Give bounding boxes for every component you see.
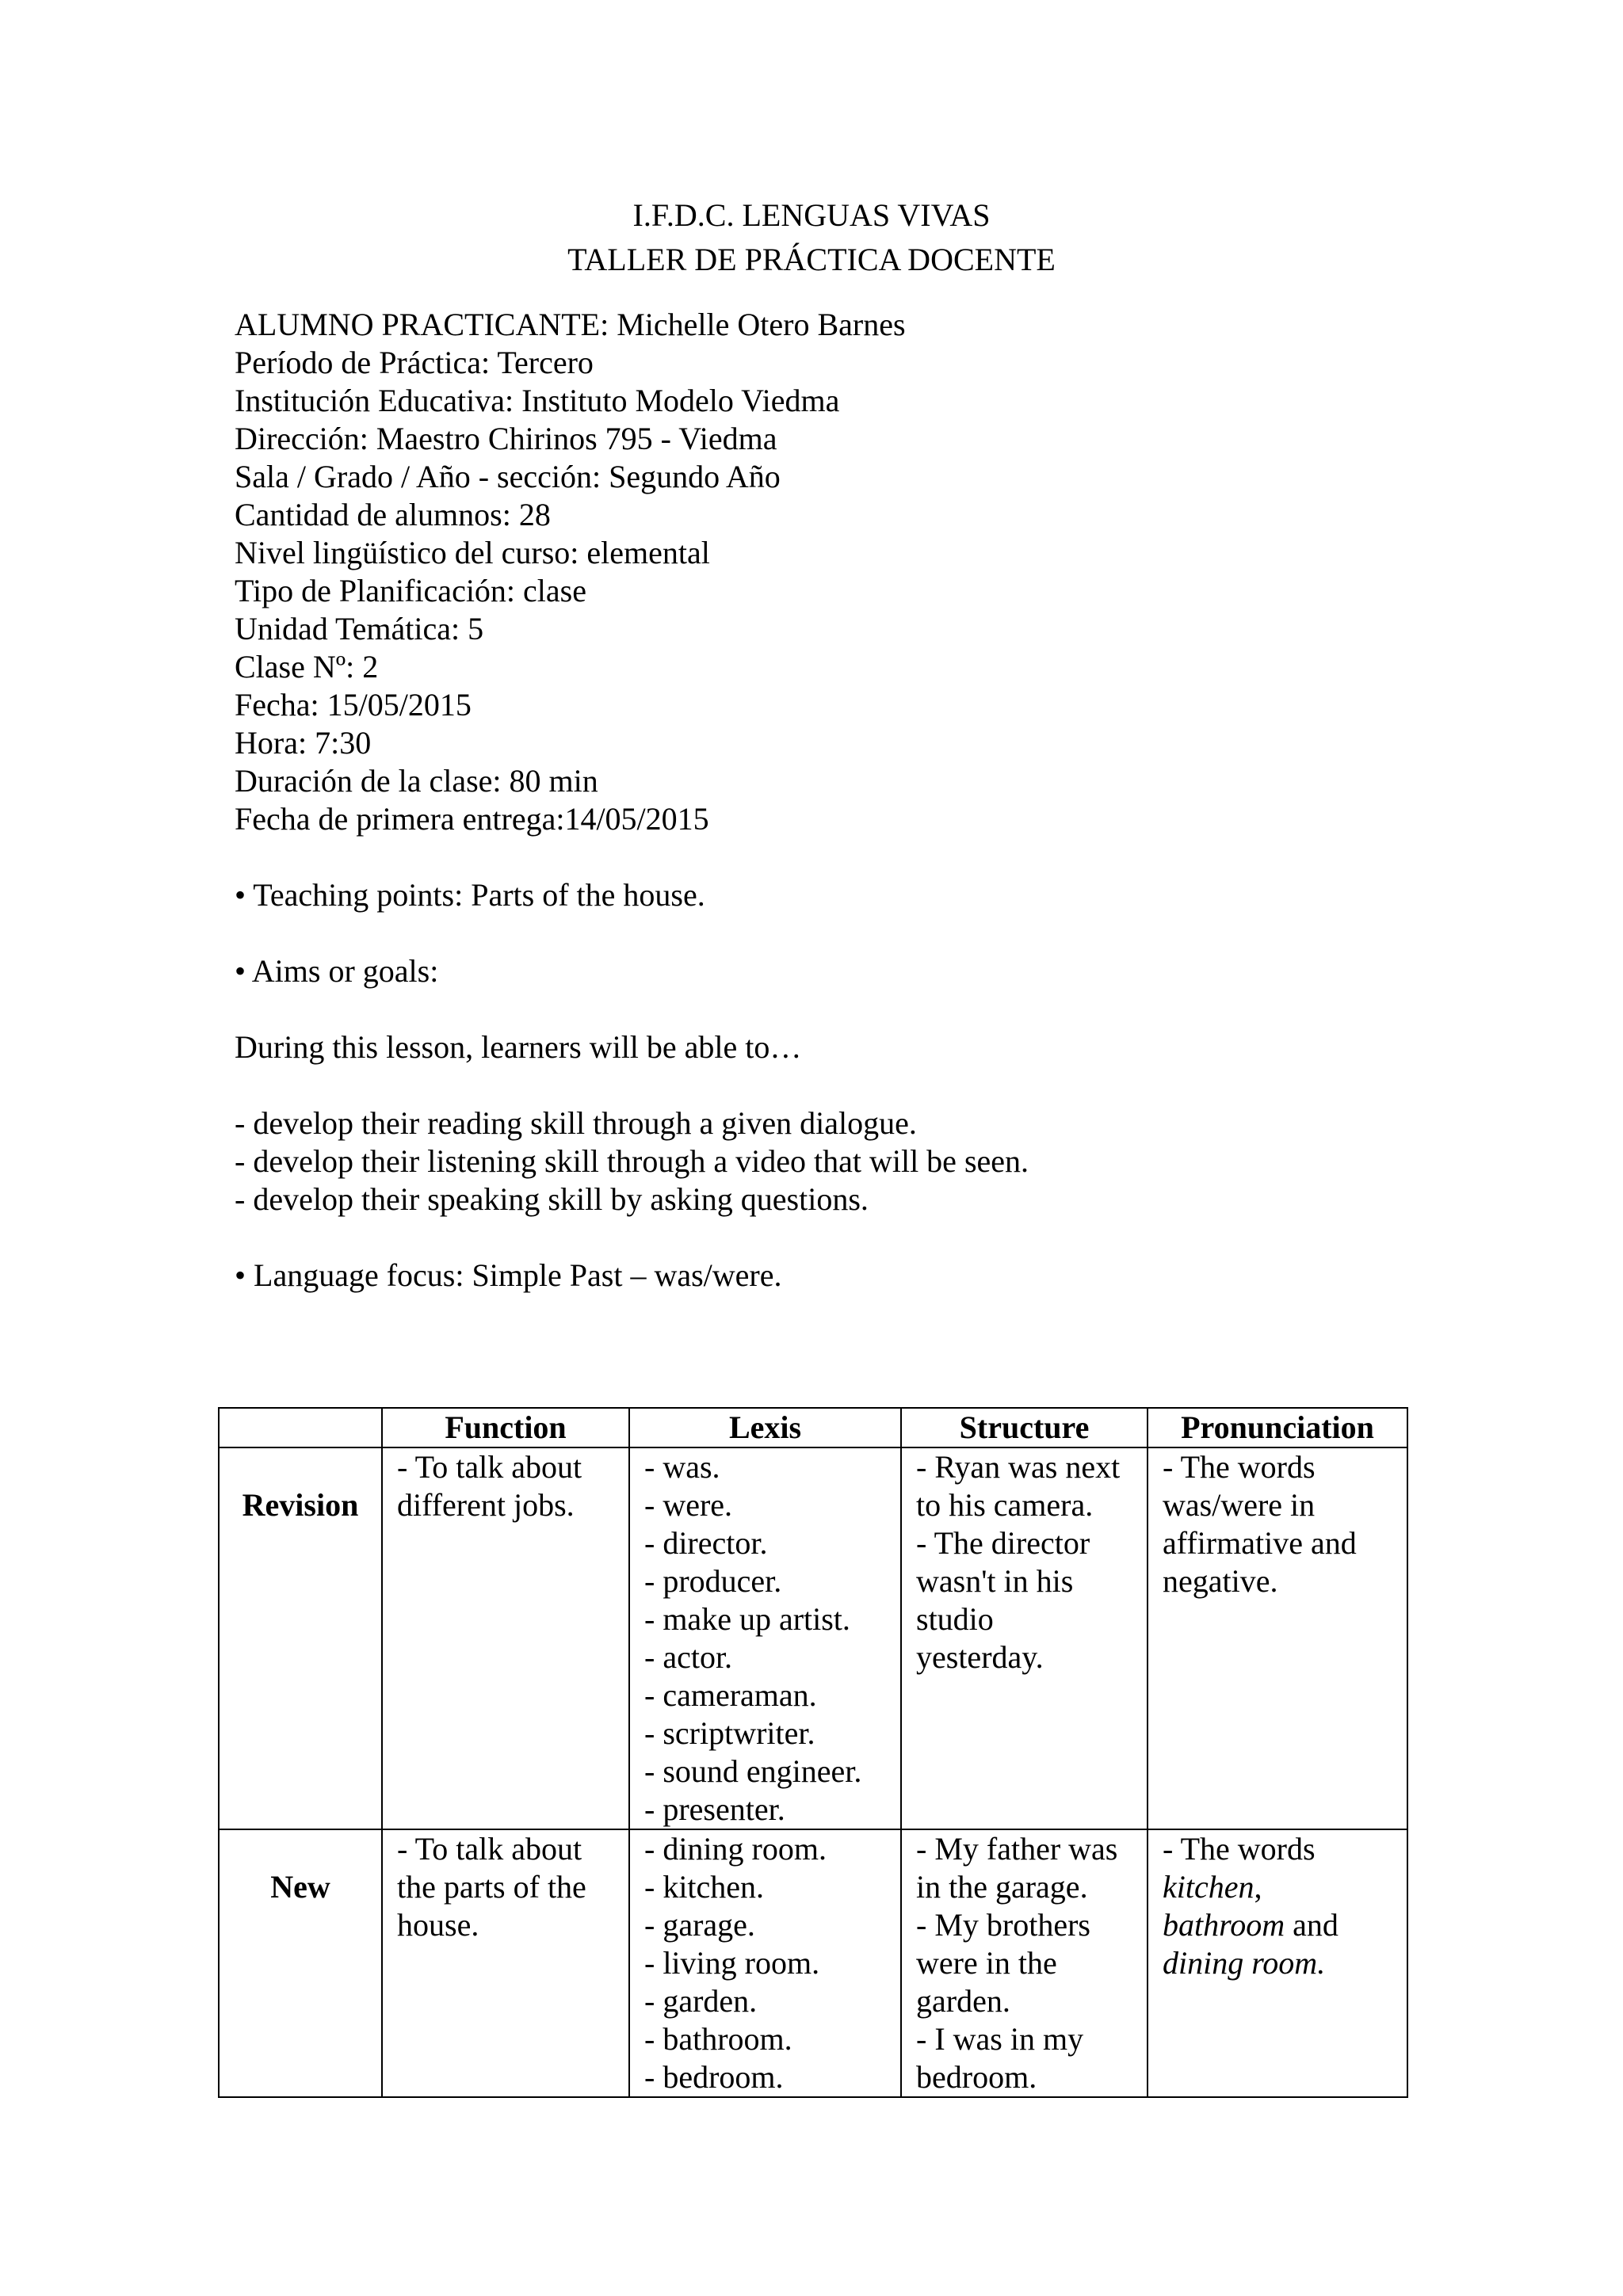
cell-line: wasn't in his: [916, 1563, 1074, 1599]
cell-line: - director.: [644, 1525, 768, 1561]
cell-line: - My father was: [916, 1831, 1118, 1867]
cell-line: bedroom.: [916, 2059, 1037, 2095]
header-structure: Structure: [901, 1408, 1148, 1447]
cell-line: - garage.: [644, 1907, 755, 1943]
cell-line: - cameraman.: [644, 1677, 817, 1713]
new-lexis-cell: [629, 1829, 901, 2097]
cell-line: - was.: [644, 1449, 720, 1485]
revision-structure-cell: [901, 1447, 1148, 1829]
cell-line: - The words: [1163, 1831, 1316, 1867]
cell-line: - The words: [1163, 1449, 1316, 1485]
document-header: [0, 193, 1623, 282]
aims-heading: • Aims or goals:: [235, 953, 439, 989]
aim-item: - develop their speaking skill by asking questions.: [235, 1181, 869, 1217]
cell-line: was/were in: [1163, 1487, 1316, 1523]
cell-line: - My brothers: [916, 1907, 1090, 1943]
institution-title: I.F.D.C. LENGUAS VIVAS: [632, 197, 991, 233]
cell-line: - Ryan was next: [916, 1449, 1121, 1485]
cell-line: negative.: [1163, 1563, 1278, 1599]
cell-line: garden.: [916, 1983, 1010, 2019]
language-focus: • Language focus: Simple Past – was/were.: [235, 1257, 782, 1293]
practice-info-block: [235, 306, 906, 838]
header-function: Function: [382, 1408, 629, 1447]
cell-line: - presenter.: [644, 1791, 785, 1827]
info-first-delivery: Fecha de primera entrega:14/05/2015: [235, 801, 709, 837]
cell-line: - kitchen.: [644, 1869, 765, 1905]
table-row-new: [219, 1829, 1407, 2097]
info-class-number: Clase Nº: 2: [235, 649, 379, 685]
cell-line: - To talk about: [397, 1831, 582, 1867]
revision-function-cell: [382, 1447, 629, 1829]
info-student-count: Cantidad de alumnos: 28: [235, 497, 551, 532]
cell-line: - living room.: [644, 1945, 820, 1981]
table-header-row: [219, 1408, 1407, 1447]
comma: ,: [1254, 1869, 1262, 1905]
cell-line: [1163, 1906, 1407, 1944]
cell-line: studio: [916, 1601, 994, 1637]
cell-line: to his camera.: [916, 1487, 1094, 1523]
lesson-plan-table: [218, 1407, 1408, 2098]
cell-line: - producer.: [644, 1563, 782, 1599]
word-dining-room: dining room.: [1163, 1945, 1326, 1981]
cell-line: - To talk about: [397, 1449, 582, 1485]
cell-line: - were.: [644, 1487, 733, 1523]
cell-line: affirmative and: [1163, 1525, 1357, 1561]
info-address: Dirección: Maestro Chirinos 795 - Viedma: [235, 421, 777, 456]
info-date: Fecha: 15/05/2015: [235, 687, 472, 723]
info-period: Período de Práctica: Tercero: [235, 345, 594, 380]
revision-lexis-cell: [629, 1447, 901, 1829]
cell-line: - The director: [916, 1525, 1090, 1561]
word-kitchen: kitchen: [1163, 1869, 1254, 1905]
new-pronunciation-cell: [1148, 1829, 1407, 2097]
aims-intro: During this lesson, learners will be able to…: [235, 1029, 802, 1065]
cell-line: in the garage.: [916, 1869, 1088, 1905]
header-empty: [219, 1408, 382, 1447]
header-pronunciation: Pronunciation: [1148, 1408, 1407, 1447]
new-structure-cell: [901, 1829, 1148, 2097]
aim-item: - develop their reading skill through a given dialogue.: [235, 1105, 917, 1141]
aims-list: [235, 1104, 1029, 1219]
cell-line: were in the: [916, 1945, 1057, 1981]
cell-line: - actor.: [644, 1639, 733, 1675]
info-level: Nivel lingüístico del curso: elemental: [235, 535, 710, 570]
cell-line: [1163, 1868, 1407, 1906]
header-lexis: Lexis: [629, 1408, 901, 1447]
cell-line: - I was in my: [916, 2021, 1084, 2057]
cell-line: - garden.: [644, 1983, 758, 2019]
cell-line: the parts of the: [397, 1869, 586, 1905]
info-unit: Unidad Temática: 5: [235, 611, 484, 646]
word-bathroom: bathroom: [1163, 1907, 1285, 1943]
cell-line: house.: [397, 1907, 479, 1943]
teaching-points: • Teaching points: Parts of the house.: [235, 877, 705, 913]
cell-line: yesterday.: [916, 1639, 1044, 1675]
info-duration: Duración de la clase: 80 min: [235, 763, 598, 799]
info-institution: Institución Educativa: Instituto Modelo Viedma: [235, 383, 840, 418]
info-student: ALUMNO PRACTICANTE: Michelle Otero Barnes: [235, 307, 906, 342]
cell-line: - sound engineer.: [644, 1753, 862, 1789]
cell-line: - make up artist.: [644, 1601, 850, 1637]
info-time: Hora: 7:30: [235, 725, 372, 761]
aim-item: - develop their listening skill through a video that will be seen.: [235, 1143, 1029, 1179]
course-title: TALLER DE PRÁCTICA DOCENTE: [567, 242, 1056, 277]
cell-line: - bedroom.: [644, 2059, 784, 2095]
cell-line: [1163, 1944, 1407, 1982]
cell-line: - dining room.: [644, 1831, 827, 1867]
info-plan-type: Tipo de Planificación: clase: [235, 573, 586, 608]
info-grade: Sala / Grado / Año - sección: Segundo Año: [235, 459, 781, 494]
cell-line: - scriptwriter.: [644, 1715, 815, 1751]
row-label-new: New: [219, 1829, 382, 2097]
new-function-cell: [382, 1829, 629, 2097]
revision-pronunciation-cell: [1148, 1447, 1407, 1829]
word-and: and: [1285, 1907, 1338, 1943]
cell-line: different jobs.: [397, 1487, 575, 1523]
row-label-revision: Revision: [219, 1447, 382, 1829]
cell-line: - bathroom.: [644, 2021, 792, 2057]
table-row-revision: [219, 1447, 1407, 1829]
